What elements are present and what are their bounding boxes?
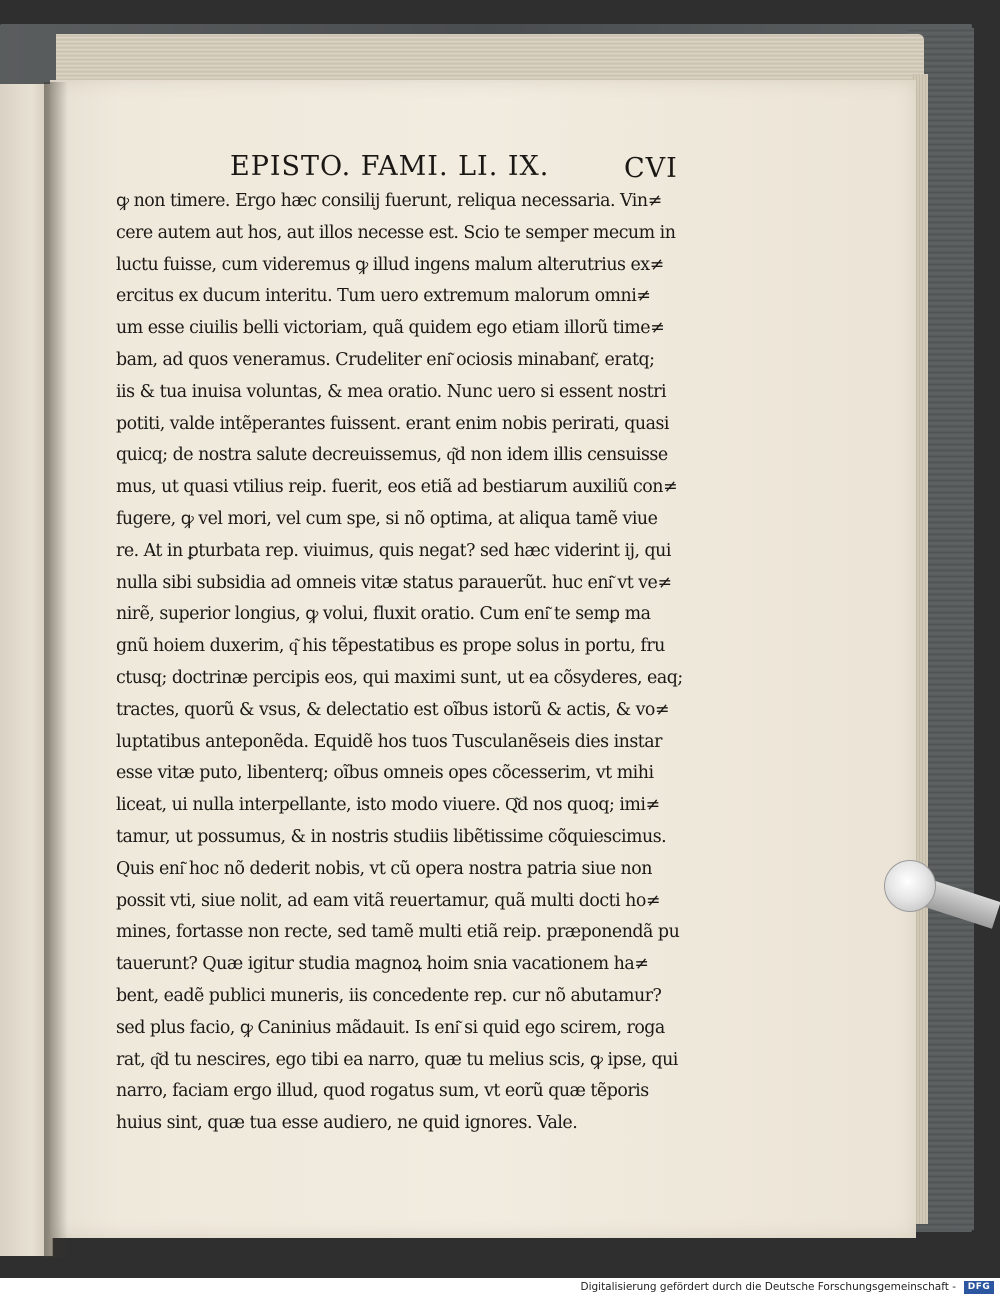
- text-line: sed plus facio, ꝙ Caninius mãdauit. Is eni͂ si quid ego scirem, roga: [116, 1017, 665, 1038]
- text-line: bent, eadẽ publici muneris, iis concedente rep. cur nõ abutamur?: [116, 985, 662, 1006]
- text-line: bam, ad quos veneramus. Crudeliter eni͂ ociosis minabant͂, eratq;: [116, 349, 655, 370]
- text-line: mus, ut quasi vtilius reip. fuerit, eos etiã ad bestiarum auxiliũ con≠: [116, 477, 678, 498]
- text-line: um esse ciuilis belli victoriam, quã quidem ego etiam illorũ time≠: [116, 318, 665, 339]
- running-head: [230, 145, 678, 189]
- text-line: nirẽ, superior longius, ꝙ volui, fluxit oratio. Cum eni͂ te semꝑ ma: [116, 604, 651, 625]
- text-line: huius sint, quæ tua esse audiero, ne quid ignores. Vale.: [116, 1113, 578, 1134]
- page-clip-icon: [884, 858, 1000, 918]
- text-line: possit vti, siue nolit, ad eam vitã reuertamur, quã multi docti ho≠: [116, 890, 660, 911]
- text-line: quicq; de nostra salute decreuissemus, q͂d non idem illis censuisse: [116, 445, 668, 466]
- text-line: re. At in ꝑturbata rep. viuimus, quis negat? sed hæc viderint ij, qui: [116, 540, 671, 561]
- page-clip-disc: [884, 860, 936, 912]
- text-line: tamur, ut possumus, & in nostris studiis libẽtissime cõquiescimus.: [116, 826, 667, 847]
- text-line: narro, faciam ergo illud, quod rogatus sum, vt eorũ quæ tẽporis: [116, 1081, 649, 1102]
- text-line: esse vitæ puto, libenterq; oĩbus omneis opes cõcesserim, vt mihi: [116, 763, 654, 784]
- folio-number: CVI: [624, 153, 678, 184]
- gutter-shadow: [44, 82, 68, 1258]
- text-line: iis & tua inuisa voluntas, & mea oratio. Nunc uero si essent nostri: [116, 381, 667, 402]
- text-line: luptatibus anteponẽda. Equidẽ hos tuos Tusculanẽseis dies instar: [116, 731, 662, 752]
- text-line: tauerunt? Quæ igitur studia magnoꝝ hoim snia vacationem ha≠: [116, 954, 649, 975]
- text-line: ctusq; doctrinæ percipis eos, qui maximi sunt, ut ea cõsyderes, eaq;: [116, 667, 683, 688]
- body-text: [116, 186, 716, 1140]
- text-line: ꝙ non timere. Ergo hæc consilij fuerunt, reliqua necessaria. Vin≠: [116, 191, 662, 211]
- running-head-title: EPISTO. FAMI. LI. IX.: [230, 151, 550, 182]
- text-line: ercitus ex ducum interitu. Tum uero extremum malorum omni≠: [116, 286, 651, 307]
- text-line: nulla sibi subsidia ad omneis vitæ status parauerũt. huc eni͂ vt ve≠: [116, 572, 672, 593]
- text-line: tractes, quorũ & vsus, & delectatio est oĩbus istorũ & actis, & vo≠: [116, 699, 669, 720]
- footer-bar: [0, 1278, 1000, 1298]
- text-line: Quis eni͂ hoc nõ dederit nobis, vt cũ opera nostra patria siue non: [116, 858, 652, 879]
- text-line: luctu fuisse, cum videremus ꝙ illud ingens malum alterutrius ex≠: [116, 254, 664, 275]
- text-line: mines, fortasse non recte, sed tamẽ multi etiã reip. præponendã pu: [116, 922, 680, 943]
- funding-credit: Digitalisierung gefördert durch die Deutsche Forschungsgemeinschaft -: [580, 1281, 956, 1293]
- dfg-logo: DFG: [964, 1281, 994, 1294]
- text-line: gnũ hoiem duxerim, q͂ his tẽpestatibus es prope solus in portu, fru: [116, 636, 665, 657]
- text-line: potiti, valde intẽperantes fuissent. erant enim nobis perirati, quasi: [116, 413, 669, 434]
- text-line: liceat, ui nulla interpellante, isto modo viuere. Q͂d nos quoq; imi≠: [116, 795, 660, 816]
- text-line: cere autem aut hos, aut illos necesse est. Scio te semper mecum in: [116, 222, 676, 243]
- text-line: rat, q͂d tu nescires, ego tibi ea narro, quæ tu melius scis, ꝙ ipse, qui: [116, 1049, 678, 1070]
- text-line: fugere, ꝙ vel mori, vel cum spe, si nõ optima, at aliqua tamẽ viue: [116, 508, 658, 529]
